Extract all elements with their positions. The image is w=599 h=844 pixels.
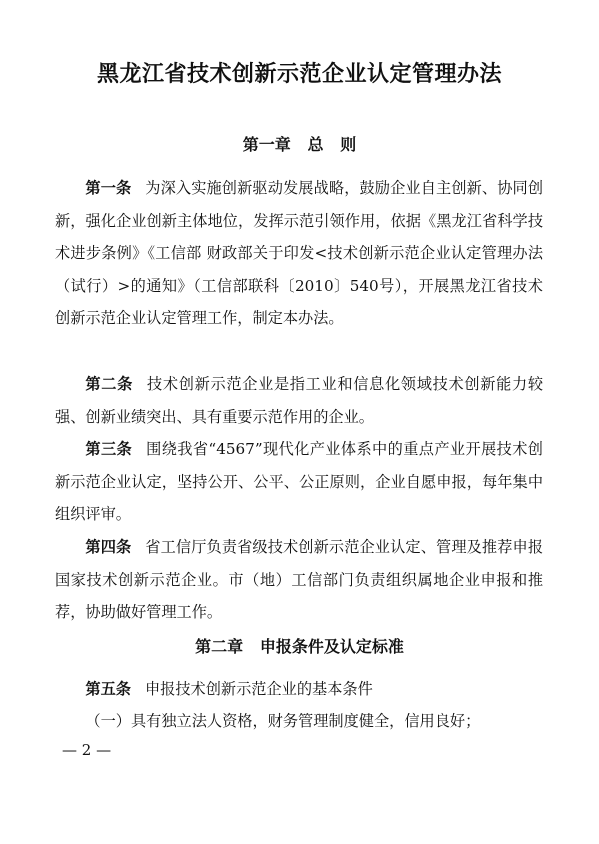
chapter-2-heading: 第二章 申报条件及认定标准 bbox=[195, 637, 404, 656]
article-3-label: 第三条 bbox=[85, 440, 133, 458]
article-5-text: 申报技术创新示范企业的基本条件 bbox=[144, 680, 373, 698]
page-number: — 2 — bbox=[62, 741, 112, 759]
chapter-1-heading: 第一章 总 则 bbox=[242, 135, 357, 154]
article-1 bbox=[55, 172, 543, 335]
article-1-text: 为深入实施创新驱动发展战略，鼓励企业自主创新、协同创新，强化企业创新主体地位，发挥示范引领作用，依据《黑龙江省科学技术进步条例》《工信部 财政部关于印发<技术创新示范企业认定管理办法（试行）>的通知》（工信部联科〔2010〕540号），开展黑龙江省技术创新示范企业认定管理工作，制定本办法。 bbox=[55, 179, 544, 328]
article-4 bbox=[55, 531, 543, 629]
article-5-label: 第五条 bbox=[85, 680, 131, 698]
article-3-text: 围绕我省“4567”现代化产业体系中的重点产业开展技术创新示范企业认定，坚持公开、公平、公正原则，企业自愿申报，每年集中组织评审。 bbox=[55, 440, 543, 524]
article-2-text: 技术创新示范企业是指工业和信息化领域技术创新能力较强、创新业绩突出、具有重要示范作用的企业。 bbox=[55, 375, 544, 426]
article-5 bbox=[55, 673, 543, 706]
document-title: 黑龙江省技术创新示范企业认定管理办法 bbox=[96, 62, 502, 87]
article-4-text: 省工信厅负责省级技术创新示范企业认定、管理及推荐申报国家技术创新示范企业。市（地）工信部门负责组织属地企业申报和推荐，协助做好管理工作。 bbox=[55, 538, 544, 622]
condition-item-1: （一）具有独立法人资格，财务管理制度健全，信用良好； bbox=[85, 712, 481, 730]
article-2 bbox=[55, 368, 543, 433]
article-3 bbox=[55, 433, 543, 531]
article-1-label: 第一条 bbox=[85, 179, 132, 197]
article-2-label: 第二条 bbox=[85, 375, 133, 393]
article-4-label: 第四条 bbox=[85, 538, 132, 556]
